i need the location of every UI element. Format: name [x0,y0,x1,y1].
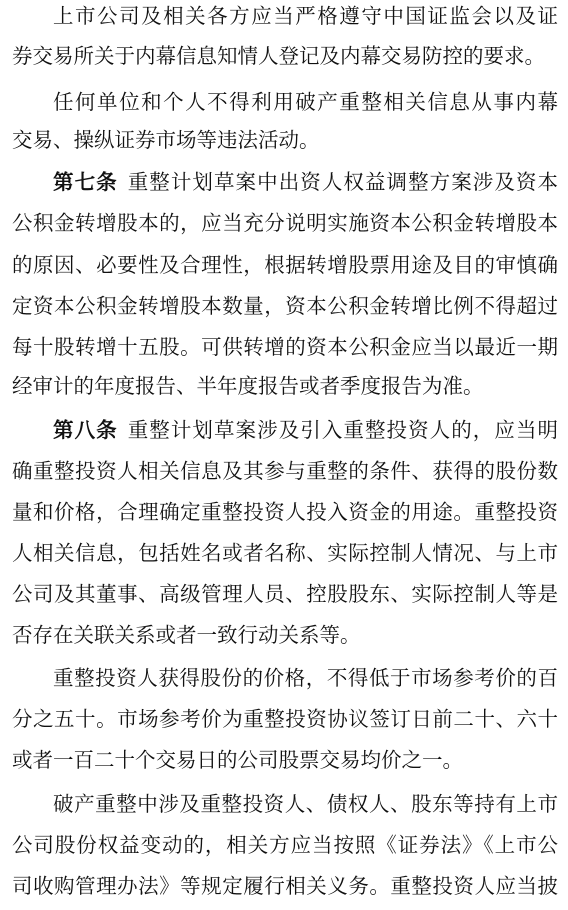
text-line: 定资本公积金转增股本数量，资本公积金转增比例不得超过 [12,294,558,318]
text-line: 量和价格，合理确定重整投资人投入资金的用途。重整投资 [12,500,558,524]
text-line: 司收购管理办法》等规定履行相关义务。重整投资人应当披 [12,874,558,898]
article-8-heading: 第八条 [53,418,118,442]
text-line: 任何单位和个人不得利用破产重整相关信息从事内幕 [53,90,558,114]
text-line: 确重整投资人相关信息及其参与重整的条件、获得的股份数 [12,459,558,483]
article-7-heading: 第七条 [53,170,118,194]
text-line: 的原因、必要性及合理性，根据转增股票用途及目的审慎确 [12,253,558,277]
text-line: 重整计划草案中出资人权益调整方案涉及资本 [127,170,559,194]
text-line: 每十股转增十五股。可供转增的资本公积金应当以最近一期 [12,335,558,359]
text-line: 或者一百二十个交易日的公司股票交易均价之一。 [12,748,463,772]
article-7-first-line [53,162,558,202]
text-line: 交易、操纵证券市场等违法活动。 [12,128,320,152]
text-line: 经审计的年度报告、半年度报告或者季度报告为准。 [12,374,484,398]
article-8-first-line [53,410,558,450]
text-line: 分之五十。市场参考价为重整投资协议签订日前二十、六十 [12,707,558,731]
text-line: 公积金转增股本的，应当充分说明实施资本公积金转增股本 [12,211,558,235]
text-line: 重整投资人获得股份的价格，不得低于市场参考价的百 [53,666,558,690]
text-line: 否存在关联关系或者一致行动关系等。 [12,623,361,647]
text-line: 人相关信息，包括姓名或者名称、实际控制人情况、与上市 [12,541,558,565]
text-line: 公司股份权益变动的，相关方应当按照《证券法》《上市公 [12,833,558,857]
text-line: 破产重整中涉及重整投资人、债权人、股东等持有上市 [53,792,558,816]
text-line: 上市公司及相关各方应当严格遵守中国证监会以及证 [53,4,558,28]
text-line: 公司及其董事、高级管理人员、控股股东、实际控制人等是 [12,582,558,606]
text-line: 券交易所关于内幕信息知情人登记及内幕交易防控的要求。 [12,44,545,68]
text-line: 重整计划草案涉及引入重整投资人的，应当明 [127,418,559,442]
